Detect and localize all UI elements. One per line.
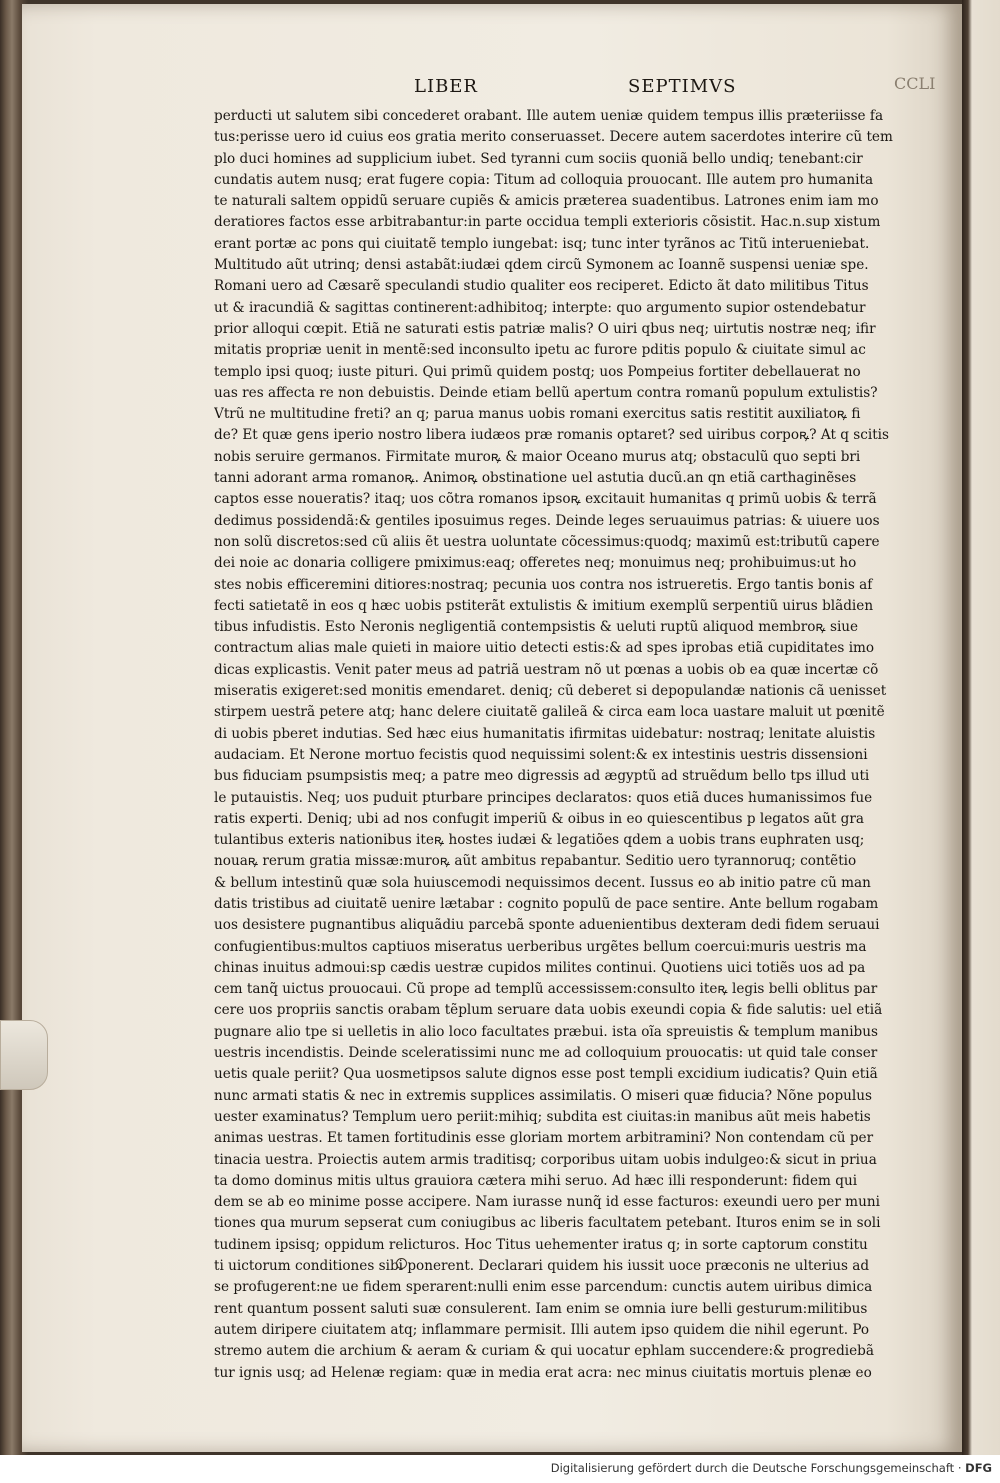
text-line: rent quantum possent saluti suæ consulerent. Iam enim se omnia iure belli gesturum:militibus [214,1300,868,1317]
text-line: stes nobis efficeremini ditiores:nostraq; pecunia uos contra nos istrueretis. Ergo tantis bonis af [214,576,873,593]
text-line: stirpem uestrã petere atq; hanc delere ciuitatẽ galileã & circa eam loca uastare maluit ut pœnitẽ [214,704,885,721]
text-line: ti uictorum conditiones sibi ponerent. Declarari quidem his iussit uoce præconis ne ulterius ad [214,1258,870,1275]
text-line: uester examinatus? Templum uero periit:mihiq; subdita est ciuitas:in manibus aũt meis habetis [214,1108,871,1125]
text-line: tibus infudistis. Esto Neronis negligentiã contempsistis & ueluti ruptũ aliquod membroꝶ siue [214,619,859,636]
text-line: stremo autem die archium & aeram & curiam & qui uocatur ephlam succendere:& progrediebã [214,1343,874,1360]
text-line: deratiores factos esse arbitrabantur:in parte occidua templi exterioris cõsistit. Hac.n.sup xistum [214,214,881,231]
text-line: dedimus possidendã:& gentiles iposuimus reges. Deinde leges seruauimus patrias: & uiuere uos [214,512,880,529]
text-line: le putauistis. Neq; uos puduit pturbare principes declaratos: quos etiã duces humanissimos fue [214,789,873,806]
text-line: dicas explicastis. Venit pater meus ad patriã uestram nõ ut pœnas a uobis ob ea quæ incertæ cõ [214,661,879,678]
text-line: animas uestras. Et tamen fortitudinis esse gloriam mortem arbitramini? Non contendam cũ per [214,1130,874,1147]
text-line: cem tanq̃ uictus prouocaui. Cũ prope ad templũ accessissem:consulto iteꝶ legis belli oblitus par [214,981,878,998]
footer-credit [551,1461,992,1475]
text-line: di uobis pberet indutias. Sed hæc eius humanitatis ifirmitas uidebatur: nostraq; lenitate aluistis [214,725,876,742]
text-line: pugnare alio tpe si uelletis in alio loco facultates præbui. ista oĩa spreuistis & templum manibus [214,1023,878,1040]
text-line: tus:perisse uero id cuius eos gratia merito conseruasset. Decere autem sacerdotes interire cũ tem [214,129,893,146]
text-line: Romani uero ad Cæsarẽ speculandi studio qualiter eos reciperet. Edicto ãt dato militibus Titus [214,278,869,295]
text-line: cundatis autem nusq; erat fugere copia: Titum ad colloquia prouocant. Ille autem pro humanita [214,171,874,188]
text-line: confugientibus:multos captiuos miseratus uerberibus urgẽtes bellum coercui:muris uestris ma [214,938,867,955]
text-line: erant portæ ac pons qui ciuitatẽ templo iungebat: isq; tunc inter tyrãnos ac Titũ interueniebat. [214,235,870,252]
running-head [0,76,1000,102]
text-line: tudinem ipsisq; oppidum relicturos. Hoc Titus uehementer iratus q; in sorte captorum constitu [214,1236,868,1253]
text-line: autem diripere ciuitatem atq; inflammare permisit. Illi autem ipso quidem die nihil egerunt. Po [214,1321,870,1338]
text-line: nunc armati statis & nec in extremis supplices assimilatis. O miseri quæ fiducia? Nõne populus [214,1087,872,1104]
text-line: cere uos propriis sanctis orabam tẽplum seruare data uobis exeundi copia & fide salutis: uel etiã [214,1002,883,1019]
text-line: bus fiduciam psumpsistis meq; a patre meo digressis ad ægyptũ ad struẽdum bello tps illud uti [214,768,870,785]
text-line: ut & iracundiã & sagittas continerent:adhibitoq; interpte: quo argumento supior ostendebatur [214,299,866,316]
text-line: mitatis propriæ uenit in mentẽ:sed inconsulto ipetu ac furore pditis populo & ciuitate simul ac [214,342,866,359]
footer-credit-text: Digitalisierung gefördert durch die Deutsche Forschungsgemeinschaft [550,1461,955,1475]
text-line: tur ignis usq; ad Helenæ regiam: quæ in media erat acra: nec minus ciuitatis mortuis plenæ eo [214,1364,872,1381]
text-line: uetis quale periit? Qua uosmetipsos salute dignos esse post templi excidium iudicatis? Quin etiã [214,1066,878,1083]
text-line: templo ipsi quoq; iuste pituri. Qui primũ quidem postq; uos Pompeius fortiter debellauerat no [214,363,861,380]
text-line: audaciam. Et Nerone mortuo fecistis quod nequissimi solent:& ex intestinis uestris dissensioni [214,746,868,763]
text-line: ratis experti. Deniq; ubi ad nos confugit imperiũ & oibus in eo quiescentibus p legatos aũt gra [214,810,864,827]
text-line: non solũ discretos:sed cũ aliis ẽt uestra uoluntate cõcessimus:quodq; maximũ est:tributũ capere [214,533,880,550]
text-line: se profugerent:ne ue fidem sperarent:nulli enim esse parcendum: cunctis autem uiribus dimica [214,1279,873,1296]
footer-separator: · [957,1461,966,1475]
running-head-right: SEPTIMVS [628,76,737,97]
text-line: tulantibus exteris nationibus iteꝶ hostes iudæi & legatiões qdem a uobis trans euphraten usq; [214,832,865,849]
text-line: uas res affecta re non debuistis. Deinde etiam bellũ apertum contra romanũ populum extulistis? [214,384,878,401]
text-line: miseratis exigeret:sed monitis emendaret. deniq; cũ deberet si depopulandæ nationis cã uenisset [214,683,887,700]
text-line: prior alloqui cœpit. Etiã ne saturati estis patriæ malis? O uiri qbus neq; uirtutis nostræ neq; ifir [214,320,876,337]
text-line: de? Et quæ gens iperio nostro libera iudæos præ romanis optaret? sed uiribus corpoꝶ? At q scitis [214,427,890,444]
text-line: tanni adorant arma romanoꝶ. Animoꝶ obstinatione uel astutia ducũ.an qn etiã carthaginẽses [214,470,857,487]
text-line: nobis seruire germanos. Firmitate muroꝶ & maior Oceano murus atq; obstaculũ quo septi bri [214,448,861,465]
printer-signet-mark [396,1258,407,1269]
text-line: captos esse noueratis? itaq; uos cõtra romanos ipsoꝶ excitauit humanitas q primũ uobis & terrã [214,491,877,508]
folio-number: CCLI [894,74,936,93]
text-line: tiones qua murum sepserat cum coniugibus ac liberis facultatem petebant. Ituros enim se in soli [214,1215,881,1232]
text-line: dei noie ac donaria colligere pmiximus:eaq; offeretes neq; monuimus neq; prohibuimus:ut ho [214,555,857,572]
text-line: datis tristibus ad ciuitatẽ uenire lætabar : cognito populũ de pace sentire. Ante bellum rogabam [214,895,879,912]
text-line: contractum alias male quieti in maiore uitio detecti estis:& ad spes iprobas etiã cupiditates imo [214,640,875,657]
text-line: uestris incendistis. Deinde sceleratissimi nunc me ad colloquium prouocatis: ut quid tale conser [214,1045,878,1062]
footer-bar [0,1455,1000,1483]
text-line: te naturali saltem oppidũ seruare cupiẽs & amicis præterea suadentibus. Latrones enim iam mo [214,193,879,210]
dfg-logo: DFG [965,1461,992,1475]
facing-page-edge [962,0,1000,1455]
text-line: Vtrũ ne multitudine freti? an q; parua manus uobis romani exercitus satis restitit auxiliatoꝶ fi [214,406,861,423]
text-line: dem se ab eo minime posse accipere. Nam iurasse nunq̃ id esse facturos: exeundi uero per muni [214,1194,880,1211]
text-line: ta domo dominus mitis ultus grauiora cætera mihi seruo. Ad hæc illi responderunt: fidem qui [214,1172,858,1189]
text-line: perducti ut salutem sibi concederet orabant. Ille autem ueniæ quidem tempus illis præteriisse fa [214,108,884,124]
page-clip [0,1020,48,1090]
body-text [214,106,906,1384]
text-line: Multitudo aũt utrinq; densi astabãt:iudæi qdem circũ Symonem ac Ioannẽ suspensi ueniæ spe. [214,257,869,274]
text-line: fecti satietatẽ in eos q hæc uobis pstiterãt extulistis & imitium exemplũ serpentiũ uirus blãdien [214,597,874,614]
text-line: tinacia uestra. Proiectis autem armis traditisq; corporibus uitam uobis indulgeo:& sicut in priua [214,1151,877,1168]
text-line: nouaꝶ rerum gratia missæ:muroꝶ aũt ambitus repabantur. Seditio uero tyrannoruq; contẽtio [214,853,857,870]
text-line: plo duci homines ad supplicium iubet. Sed tyranni cum sociis quoniã bello undiq; tenebant:cir [214,150,863,167]
text-line: & bellum intestinũ quæ sola huiuscemodi nequissimos decent. Iussus eo ab initio patre cũ man [214,874,871,891]
text-line: chinas inuitus admoui:sp cædis uestræ cupidos milites continui. Quotiens uici totiẽs uos ad pa [214,959,866,976]
running-head-left: LIBER [414,76,478,97]
text-line: uos desistere pugnantibus aliquãdiu parcebã sponte aduenientibus dexteram dedi fidem seruaui [214,917,880,934]
